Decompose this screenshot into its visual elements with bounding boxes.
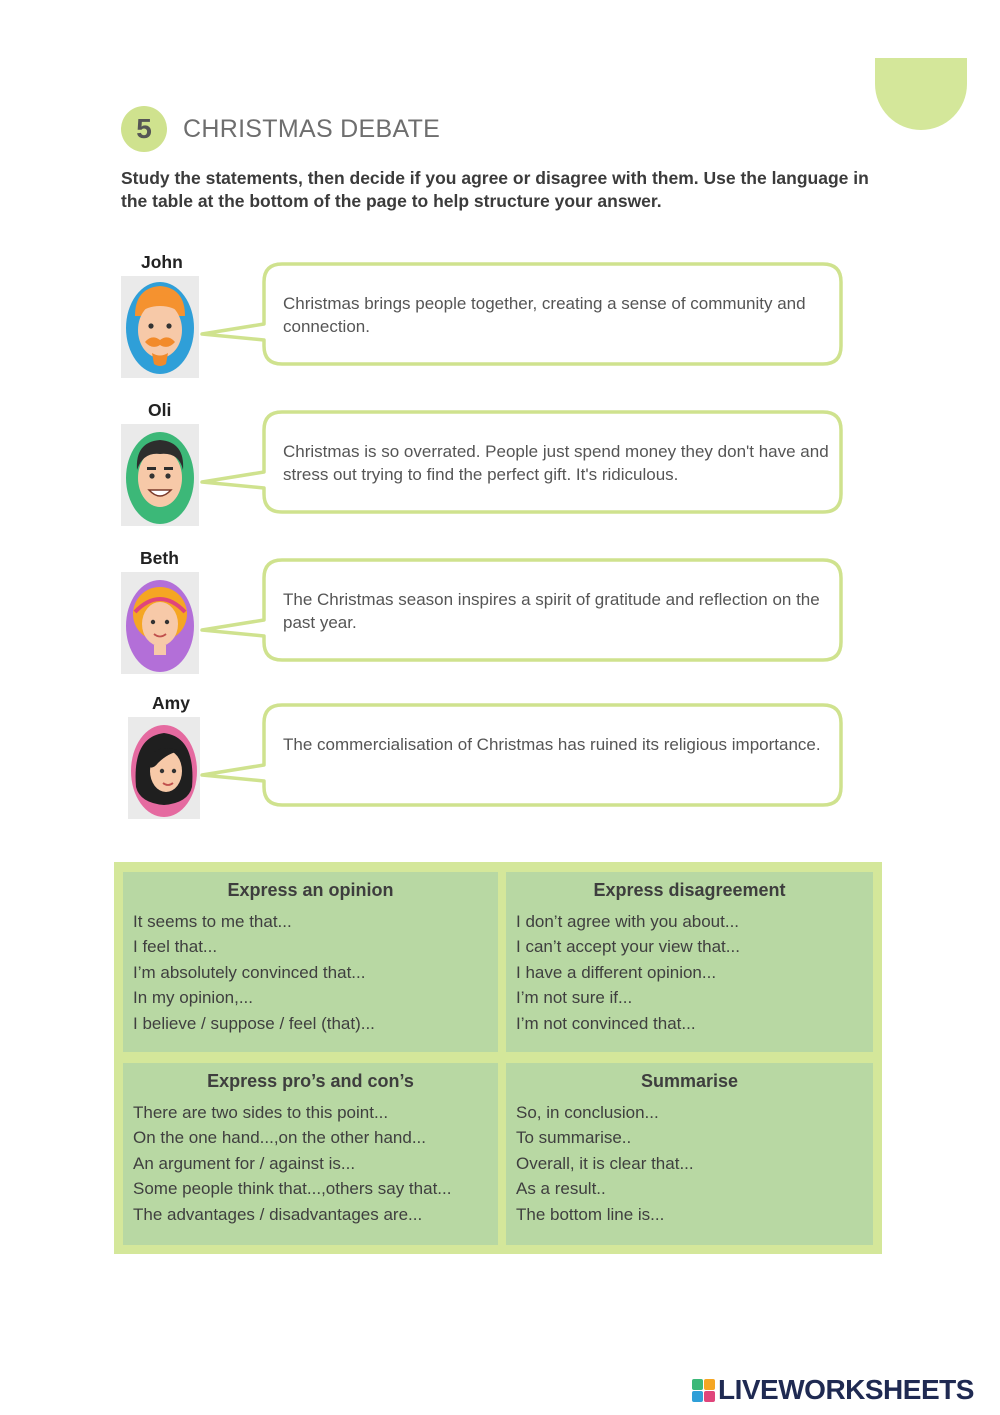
section-number-badge: 5 — [121, 106, 167, 152]
phrase-item: The advantages / disadvantages are... — [133, 1204, 423, 1224]
section-header — [121, 106, 440, 152]
avatar-oli — [121, 424, 199, 526]
woman-with-dark-hair-icon — [128, 717, 200, 821]
phrase-item: I’m absolutely convinced that... — [133, 962, 366, 982]
corner-decoration — [875, 58, 967, 130]
phrase-item: It seems to me that... — [133, 912, 292, 931]
phrase-item: Some people think that...,others say that... — [133, 1179, 452, 1199]
avatar-beth — [121, 572, 199, 674]
avatar-amy — [128, 717, 200, 819]
phrase-item: Overall, it is clear that... — [516, 1153, 694, 1173]
speaker-name-oli: Oli — [148, 400, 172, 420]
phrase-item: There are two sides to this point... — [133, 1103, 389, 1122]
cell-title: Express pro’s and con’s — [207, 1071, 414, 1091]
cell-title: Express disagreement — [593, 880, 786, 900]
phrase-item: On the one hand...,on the other hand... — [133, 1128, 427, 1148]
cell-title: Summarise — [640, 1071, 739, 1091]
instructions-text: Study the statements, then decide if you agree or disagree with them. Use the language in the table at the bottom of the page to help structure your answer. — [121, 168, 869, 211]
logo-mark-icon — [692, 1379, 715, 1402]
phrase-item: An argument for / against is... — [133, 1153, 356, 1173]
page-title: CHRISTMAS DEBATE — [183, 114, 441, 143]
phrase-item: I don’t agree with you about... — [516, 912, 740, 931]
phrase-item: So, in conclusion... — [516, 1103, 659, 1122]
table-cell-summarise — [506, 1063, 873, 1245]
statement-oli: Christmas is so overrated. People just spend money they don't have and stress out trying to find the perfect gift. It's ridiculous. — [283, 442, 829, 484]
cell-title: Express an opinion — [227, 880, 394, 900]
phrase-table — [114, 862, 882, 1254]
phrase-item: I believe / suppose / feel (that)... — [133, 1013, 375, 1033]
speaker-name-amy: Amy — [152, 693, 190, 713]
statement-beth: The Christmas season inspires a spirit of gratitude and reflection on the past year. — [283, 590, 820, 632]
avatar-john — [121, 276, 199, 378]
speech-bubble-amy — [196, 701, 848, 811]
phrase-item: I’m not sure if... — [516, 988, 633, 1008]
phrase-item: I have a different opinion... — [516, 962, 717, 982]
phrase-item: I can’t accept your view that... — [516, 937, 740, 957]
statement-john: Christmas brings people together, creating a sense of community and connection. — [283, 294, 806, 336]
phrase-item: In my opinion,... — [133, 988, 254, 1008]
man-with-mustache-icon — [121, 276, 199, 378]
woman-with-headband-icon — [121, 572, 199, 678]
table-cell-express-opinion — [123, 872, 498, 1052]
phrase-item: As a result.. — [516, 1179, 606, 1199]
phrase-item: I’m not convinced that... — [516, 1013, 696, 1033]
phrase-item: To summarise.. — [516, 1128, 632, 1148]
liveworksheets-logo — [692, 1374, 974, 1406]
table-cell-pros-and-cons — [123, 1063, 498, 1245]
phrase-item: The bottom line is... — [516, 1204, 665, 1224]
statement-amy: The commercialisation of Christmas has ruined its religious importance. — [283, 735, 821, 754]
smiling-man-icon — [121, 424, 199, 530]
phrase-item: I feel that... — [133, 937, 218, 957]
table-cell-express-disagreement — [506, 872, 873, 1052]
logo-text: LIVEWORKSHEETS — [718, 1374, 974, 1405]
speaker-name-john: John — [141, 252, 183, 272]
speaker-name-beth: Beth — [140, 548, 179, 568]
